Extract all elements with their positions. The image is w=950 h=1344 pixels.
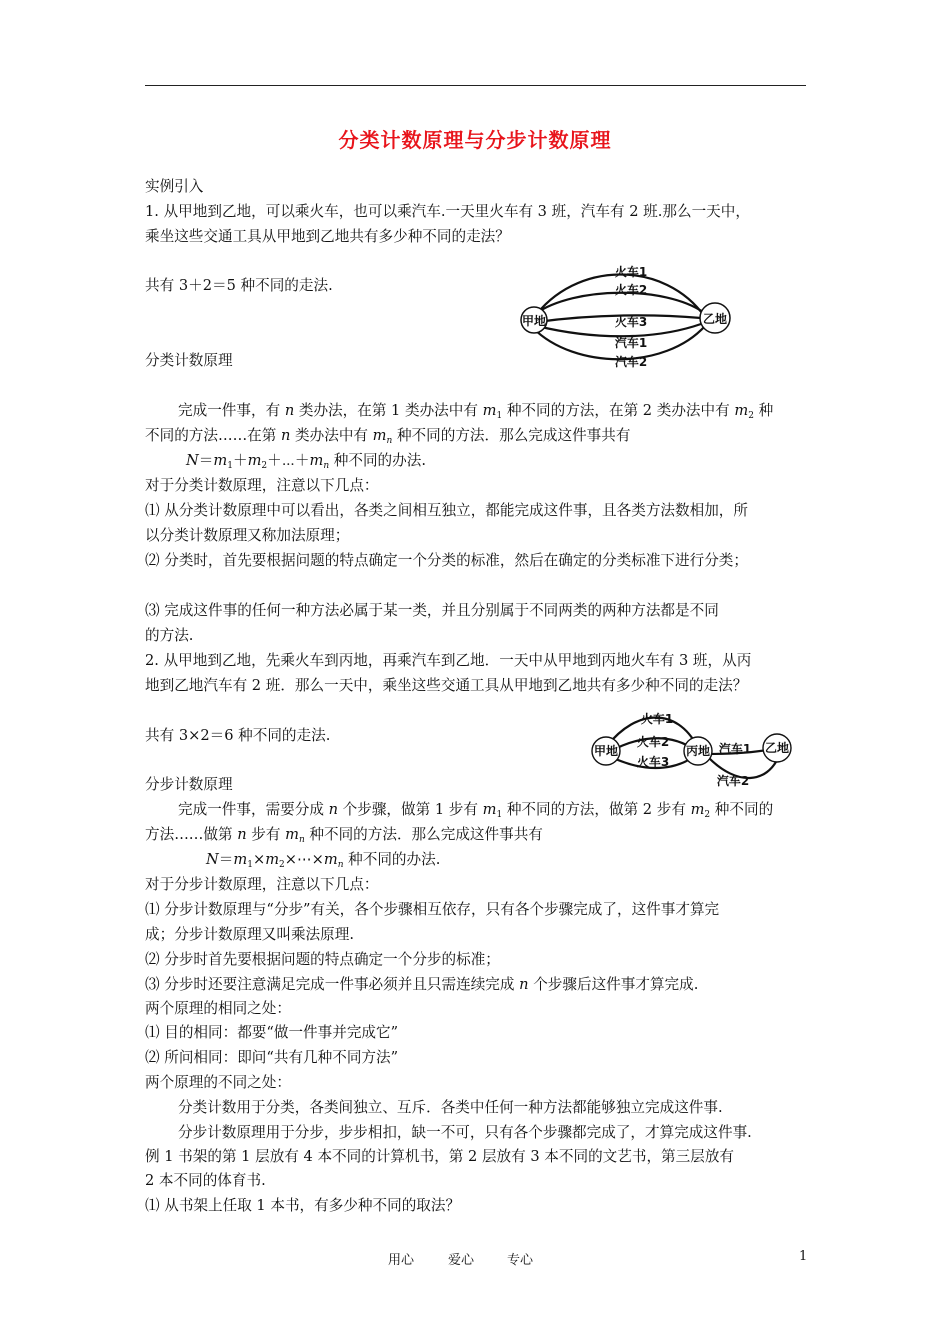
node-yi-label: 乙地 [764,741,790,755]
principle2-formula: $N=m_1\times m_2\times\cdots\times m_n$ 种不同的办法. [206,851,441,870]
diff-point2: 分步计数原理用于分步，步步相扣，缺一不可，只有各个步骤都完成了，才算完成这件事. [178,1124,752,1141]
route-label-bus2: 汽车2 [614,355,648,369]
principle2-notes-heading: 对于分步计数原理，注意以下几点： [145,876,379,893]
bus-label-1: 汽车1 [718,742,752,756]
node-jia-label: 甲地 [593,744,619,758]
example1-line1: 例 1 书架的第 1 层放有 4 本不同的计算机书，第 2 层放有 3 本不同的文艺书，第三层放有 [145,1148,735,1165]
route-diagram-1 [515,262,735,372]
same-point2: ⑵ 所问相同：即问“共有几种不同方法” [145,1049,399,1066]
route-label-train3: 火车3 [614,315,648,329]
intro-heading: 实例引入 [145,178,204,195]
route-label-bus1: 汽车1 [614,336,648,350]
principle2-heading: 分步计数原理 [145,776,233,793]
route-label-train1: 火车1 [614,265,648,279]
principle1-para-line1: 完成一件事，有 n 类办法，在第 1 类办法中有 $m_1$ 种不同的方法，在第 2 类办法中有 $m_2$ 种 [178,402,774,421]
principle2-para-line2: 方法……做第 n 步有 $m_n$ 种不同的方法．那么完成这件事共有 [145,826,543,845]
node-yi-label: 乙地 [702,312,728,326]
principle2-para-line1: 完成一件事，需要分成 n 个步骤，做第 1 步有 $m_1$ 种不同的方法，做第 2 步有 $m_2$ 种不同的 [178,801,774,820]
principle1-note3-line2: 的方法. [145,627,194,644]
q1-answer: 共有 3＋2＝5 种不同的走法. [145,277,333,294]
principle1-para-line2: 不同的方法……在第 n 类办法中有 $m_n$ 种不同的方法．那么完成这件事共有 [145,427,631,446]
footer-motto-3: 专心 [507,1253,534,1268]
node-jia-label: 甲地 [521,314,547,328]
footer-motto-1: 用心 [388,1253,415,1268]
principle2-note1-line2: 成；分步计数原理又叫乘法原理. [145,926,354,943]
page-title: 分类计数原理与分步计数原理 [338,128,612,152]
q2-answer: 共有 3×2＝6 种不同的走法. [145,727,331,744]
route-diagram-2 [587,708,802,790]
principle1-heading: 分类计数原理 [145,352,233,369]
example1-line2: 2 本不同的体育书. [145,1172,266,1189]
footer-motto-2: 爱心 [448,1253,475,1268]
node-bing-label: 丙地 [685,744,711,758]
q1-line2: 乘坐这些交通工具从甲地到乙地共有多少种不同的走法？ [145,228,510,245]
diff-heading: 两个原理的不同之处： [145,1074,291,1091]
principle1-notes-heading: 对于分类计数原理，注意以下几点： [145,477,379,494]
page-number: 1 [799,1249,808,1264]
q2-line1: 2. 从甲地到乙地，先乘火车到丙地，再乘汽车到乙地．一天中从甲地到丙地火车有 3 班，从丙 [145,652,752,669]
principle1-note1-line1: ⑴ 从分类计数原理中可以看出，各类之间相互独立，都能完成这件事，且各类方法数相加，所 [145,502,748,519]
same-heading: 两个原理的相同之处： [145,1000,291,1017]
route-label-train2: 火车2 [614,283,648,297]
same-point1: ⑴ 目的相同：都要“做一件事并完成它” [145,1024,399,1041]
principle1-note3-line1: ⑶ 完成这件事的任何一种方法必属于某一类，并且分别属于不同两类的两种方法都是不同 [145,602,719,619]
bus-label-2: 汽车2 [716,774,750,788]
principle2-note2: ⑵ 分步时首先要根据问题的特点确定一个分步的标准； [145,951,500,968]
q1-line1: 1. 从甲地到乙地，可以乘火车，也可以乘汽车.一天里火车有 3 班，汽车有 2 班.那么一天中， [145,203,750,220]
diff-point1: 分类计数用于分类，各类间独立、互斥．各类中任何一种方法都能够独立完成这件事. [178,1099,723,1116]
train-label-2: 火车2 [636,735,670,749]
principle1-formula: $N=m_1+m_2+\cdots+m_n$ 种不同的办法. [186,452,426,471]
train-label-1: 火车1 [640,712,674,726]
principle1-note1-line2: 以分类计数原理又称加法原理； [145,527,350,544]
train-label-3: 火车3 [636,755,670,769]
q2-line2: 地到乙地汽车有 2 班．那么一天中，乘坐这些交通工具从甲地到乙地共有多少种不同的走法？ [145,677,748,694]
example1-question1: ⑴ 从书架上任取 1 本书，有多少种不同的取法？ [145,1197,461,1214]
header-rule [145,85,806,86]
principle2-note3: ⑶ 分步时还要注意满足完成一件事必须并且只需连续完成 n 个步骤后这件事才算完成. [145,976,699,993]
principle2-note1-line1: ⑴ 分步计数原理与“分步”有关，各个步骤相互依存，只有各个步骤完成了，这件事才算完 [145,901,720,918]
principle1-note2: ⑵ 分类时，首先要根据问题的特点确定一个分类的标准，然后在确定的分类标准下进行分类； [145,552,748,569]
